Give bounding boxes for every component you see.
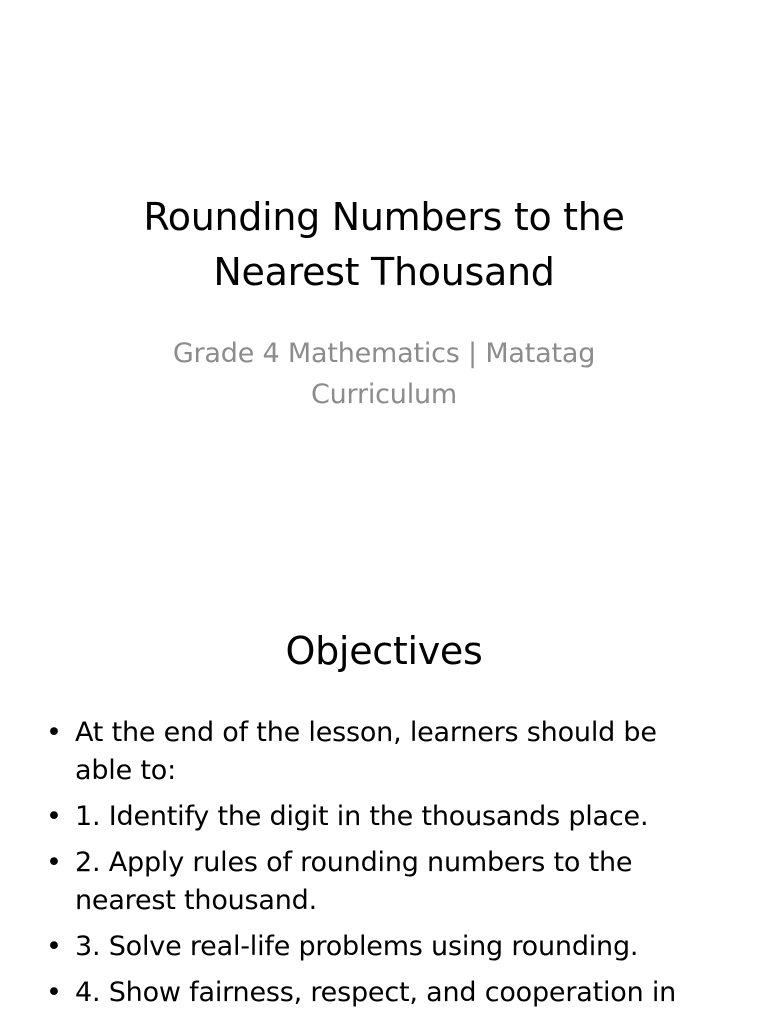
lesson-title-line-2: Nearest Thousand <box>213 250 555 294</box>
lesson-subtitle <box>0 333 768 415</box>
bullet-icon: • <box>46 847 62 878</box>
list-item-line-1: 1. Identify the digit in the thousands place. <box>75 801 649 832</box>
list-item-line-1: At the end of the lesson, learners should be <box>75 717 657 748</box>
list-item <box>38 974 738 1012</box>
list-item <box>38 844 738 920</box>
lesson-subtitle-line-1: Grade 4 Mathematics | Matatag <box>172 338 596 369</box>
list-item-line-2: nearest thousand. <box>75 885 317 916</box>
list-item-line-1: 2. Apply rules of rounding numbers to the <box>75 847 633 878</box>
objectives-title: Objectives <box>285 629 483 673</box>
lesson-subtitle-line-2: Curriculum <box>310 379 458 410</box>
list-item <box>38 798 738 836</box>
lesson-title <box>0 190 768 300</box>
list-item <box>38 714 738 790</box>
objectives-slide <box>0 576 768 1024</box>
list-item-line-1: 3. Solve real-life problems using rounding. <box>75 931 639 962</box>
list-item <box>38 928 738 966</box>
bullet-icon: • <box>46 801 62 832</box>
objectives-list <box>38 714 738 1020</box>
list-item-line-1: 4. Show fairness, respect, and cooperation in <box>75 977 677 1008</box>
list-item-line-2: able to: <box>75 755 176 786</box>
bullet-icon: • <box>46 977 62 1008</box>
bullet-icon: • <box>46 931 62 962</box>
bullet-icon: • <box>46 717 62 748</box>
lesson-title-line-1: Rounding Numbers to the <box>143 195 625 239</box>
